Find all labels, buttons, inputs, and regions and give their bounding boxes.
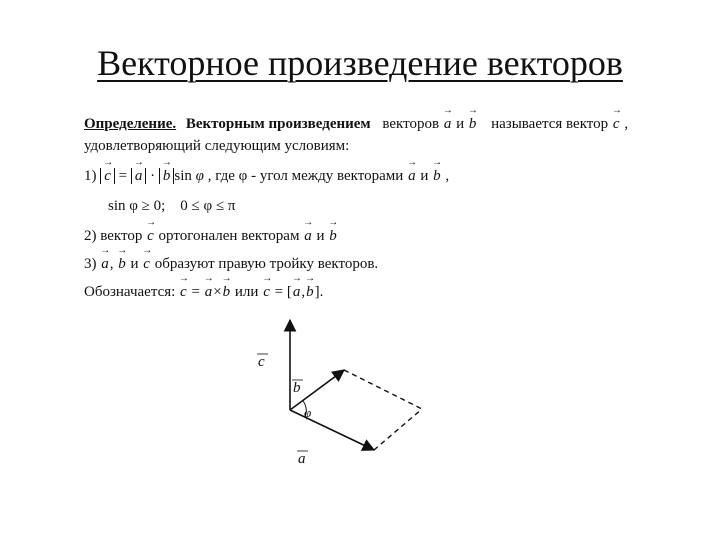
vector-c: → c <box>612 116 621 133</box>
label-a: a <box>298 451 306 467</box>
vector-a: → a <box>100 256 110 273</box>
conj-or: или <box>234 284 259 300</box>
vector-a: → a <box>292 284 302 301</box>
conj-and: и <box>130 256 139 272</box>
condition-1-inequality: sin φ ≥ 0; 0 ≤ φ ≤ π <box>108 198 236 214</box>
condition-number: 3) <box>84 256 97 272</box>
vector-b: → b <box>328 228 338 245</box>
abs-c <box>100 168 115 184</box>
abs-b <box>159 168 175 184</box>
conj-and: и <box>420 168 429 184</box>
comma: , <box>445 168 450 184</box>
vector-a: → a <box>303 228 313 245</box>
vector-b: → b <box>162 168 172 185</box>
equals: = <box>191 284 200 300</box>
definition-term: Векторным произведением <box>185 116 371 132</box>
condition-3 <box>84 256 378 273</box>
comma: , <box>301 284 306 300</box>
conj-and: и <box>456 116 465 132</box>
vector-c: → c <box>146 228 155 245</box>
cross-product-diagram <box>240 310 440 480</box>
dot: · <box>150 168 156 184</box>
definition-text-2: называется вектор <box>491 116 609 132</box>
vector-b: → b <box>305 284 315 301</box>
vector-a: → a <box>134 168 144 185</box>
times: × <box>213 284 222 300</box>
comma: , <box>624 116 629 132</box>
definition-text: векторов <box>382 116 440 132</box>
condition-text: , где φ - угол между векторами <box>207 168 404 184</box>
vector-b: → b <box>222 284 232 301</box>
condition-number: 1) <box>84 168 97 184</box>
vector-c: → c <box>179 284 188 301</box>
phi: φ <box>195 168 204 184</box>
vector-a-arrow <box>290 410 374 450</box>
definition-line-2: удовлетворяющий следующим условиям: <box>84 138 350 154</box>
vector-c: → c <box>262 284 271 301</box>
condition-2 <box>84 228 338 245</box>
vector-b: → b <box>468 116 478 133</box>
vector-b: → b <box>117 256 127 273</box>
vector-a: → a <box>443 116 453 133</box>
vector-b: → b <box>432 168 442 185</box>
conj-and: и <box>316 228 325 244</box>
condition-text: ортогонален векторам <box>158 228 300 244</box>
label-b: b <box>293 380 301 396</box>
parallelogram-side-top <box>344 370 422 409</box>
close-bracket: ]. <box>314 284 324 300</box>
parallelogram-side-right <box>374 409 422 450</box>
label-c: c <box>258 354 265 370</box>
condition-text: образуют правую тройку векторов. <box>154 256 379 272</box>
notation-label: Обозначается: <box>84 284 176 300</box>
definition-line-1 <box>84 116 628 133</box>
vector-a: → a <box>204 284 214 301</box>
definition-heading: Определение. <box>84 116 177 132</box>
vector-c: → c <box>142 256 151 273</box>
abs-a <box>131 168 147 184</box>
vector-c: → c <box>103 168 112 185</box>
condition-1 <box>84 168 449 185</box>
equals-bracket: = [ <box>274 284 292 300</box>
equals: = <box>118 168 128 184</box>
comma: , <box>109 256 114 272</box>
sin: sin <box>174 168 192 184</box>
vector-a: → a <box>407 168 417 185</box>
page-title: Векторное произведение векторов <box>97 43 623 83</box>
label-phi: φ <box>304 405 312 420</box>
condition-number: 2) вектор <box>84 228 143 244</box>
notation <box>84 284 323 301</box>
